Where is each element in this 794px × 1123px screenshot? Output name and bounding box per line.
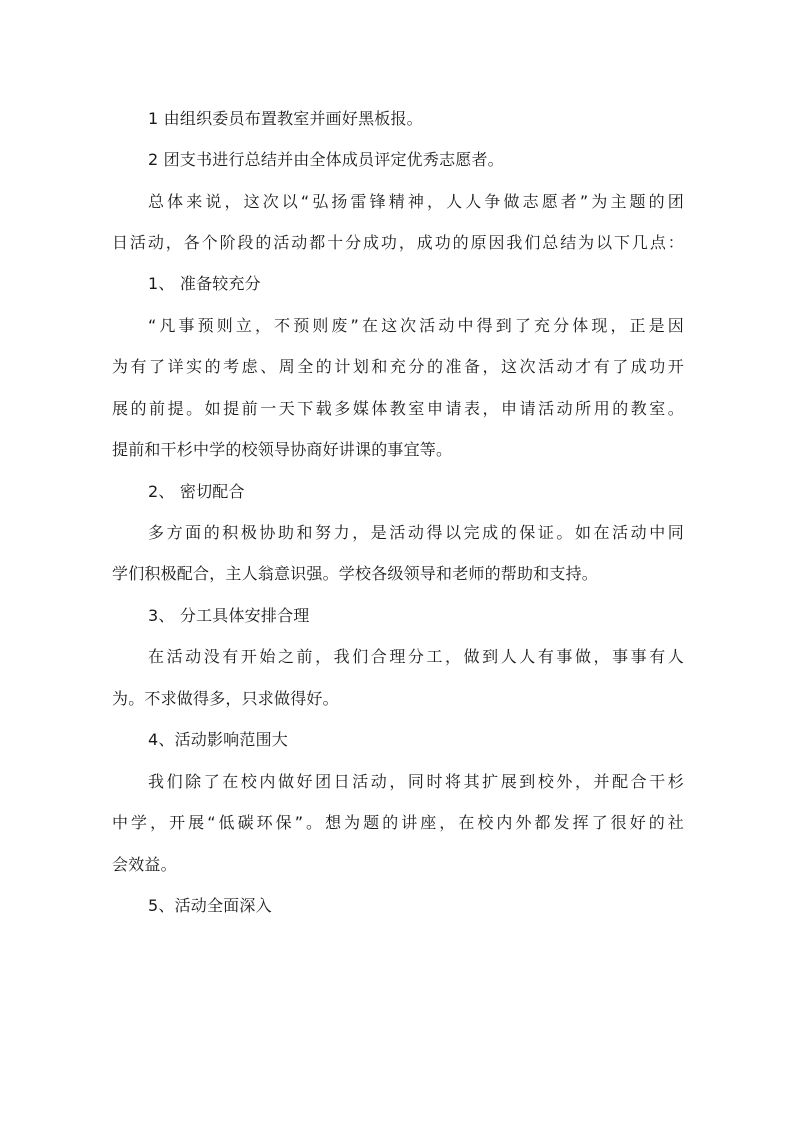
paragraph-1-line-4: 提前和干杉中学的校领导协商好讲课的事宜等。 <box>112 440 453 459</box>
paragraph-4-line-1: 我们除了在校内做好团日活动，同时将其扩展到校外，并配合干杉 <box>148 772 684 791</box>
section-heading-4: 4、活动影响范围大 <box>148 730 288 749</box>
list-item-1: 1 由组织委员布置教室并画好黑板报。 <box>148 109 423 128</box>
paragraph-summary-line-2: 日活动，各个阶段的活动都十分成功，成功的原因我们总结为以下几点： <box>112 233 684 252</box>
paragraph-3-line-1: 在活动没有开始之前，我们合理分工，做到人人有事做，事事有人 <box>148 647 684 666</box>
paragraph-1-line-1: “凡事预则立，不预则废”在这次活动中得到了充分体现，正是因 <box>148 316 684 335</box>
section-heading-3: 3、 分工具体安排合理 <box>148 606 310 625</box>
paragraph-1-line-2: 为有了详实的考虑、周全的计划和充分的准备，这次活动才有了成功开 <box>112 357 684 376</box>
paragraph-2-line-2: 学们积极配合，主人翁意识强。学校各级领导和老师的帮助和支持。 <box>112 564 599 583</box>
paragraph-summary-line-1: 总体来说，这次以“弘扬雷锋精神，人人争做志愿者”为主题的团 <box>148 192 684 211</box>
section-heading-5: 5、活动全面深入 <box>148 896 272 915</box>
section-heading-2: 2、 密切配合 <box>148 482 245 501</box>
paragraph-2-line-1: 多方面的积极协助和努力，是活动得以完成的保证。如在活动中同 <box>148 523 684 542</box>
paragraph-4-line-2: 中学，开展“低碳环保”。想为题的讲座，在校内外都发挥了很好的社 <box>112 813 684 832</box>
paragraph-1-line-3: 展的前提。如提前一天下载多媒体教室申请表，申请活动所用的教室。 <box>112 399 684 418</box>
paragraph-4-line-3: 会效益。 <box>112 855 177 874</box>
section-heading-1: 1、 准备较充分 <box>148 274 261 293</box>
list-item-2: 2 团支书进行总结并由全体成员评定优秀志愿者。 <box>148 150 504 169</box>
paragraph-3-line-2: 为。不求做得多，只求做得好。 <box>112 689 339 708</box>
